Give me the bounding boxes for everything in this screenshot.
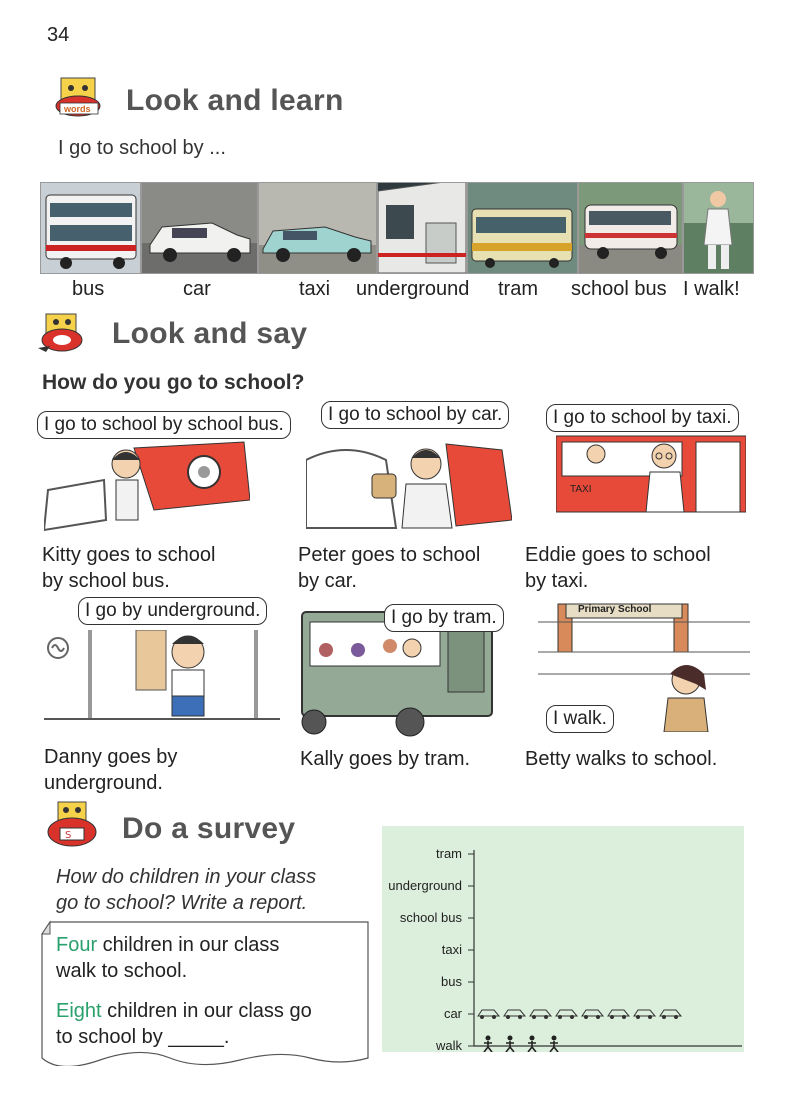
caption-car: car <box>183 278 211 300</box>
caption-underground: underground <box>356 278 470 300</box>
desc-car <box>298 542 480 594</box>
chart-mark-car <box>660 1010 681 1019</box>
look-and-say-question: How do you go to school? <box>42 371 305 394</box>
chart-mark-walk <box>528 1036 536 1053</box>
scene-taxi <box>556 432 746 524</box>
desc-tram: Kally goes by tram. <box>300 748 471 770</box>
report-line2: walk to school. <box>56 960 188 982</box>
chart-label-underground: underground <box>388 878 462 893</box>
page-number: 34 <box>47 24 70 46</box>
report-count-walk: Four <box>56 934 98 956</box>
desc-taxi-line1: Eddie goes to school <box>525 544 711 566</box>
chart-mark-walk <box>484 1036 492 1053</box>
desc-school-bus-line2: by school bus. <box>42 570 170 592</box>
report-text <box>56 932 312 1050</box>
bubble-walk: I walk. <box>546 705 614 733</box>
desc-underground <box>44 744 177 796</box>
photo-school-bus <box>578 182 683 274</box>
chart-label-taxi: taxi <box>441 942 462 957</box>
scene-school-bus <box>44 440 250 532</box>
report-note <box>40 920 370 1066</box>
photo-underground <box>377 182 467 274</box>
chart-mark-car <box>504 1010 525 1019</box>
taxi-sign: TAXI <box>570 484 592 495</box>
chart-label-walk: walk <box>435 1038 462 1053</box>
words-badge-icon <box>54 76 104 120</box>
desc-car-line1: Peter goes to school <box>298 544 481 566</box>
bubble-taxi: I go to school by taxi. <box>546 404 739 432</box>
chart-mark-car <box>582 1010 603 1019</box>
survey-title: Do a survey <box>122 812 296 845</box>
chart-mark-car <box>608 1010 629 1019</box>
chart-mark-walk <box>550 1036 558 1053</box>
scene-car <box>306 440 512 532</box>
chart-mark-car <box>530 1010 551 1019</box>
caption-walk: I walk! <box>683 278 740 300</box>
svg-text:S: S <box>65 830 72 841</box>
look-and-learn-title: Look and learn <box>126 84 344 117</box>
chart-label-tram: tram <box>436 846 462 861</box>
caption-bus: bus <box>72 278 105 300</box>
desc-walk: Betty walks to school. <box>525 748 718 770</box>
caption-school-bus: school bus <box>571 278 667 300</box>
survey-prompt-line1: How do children in your class <box>56 866 317 888</box>
desc-taxi <box>525 542 711 594</box>
desc-underground-line1: Danny goes by <box>44 746 178 768</box>
photo-bus <box>40 182 141 274</box>
survey-prompt <box>56 864 316 916</box>
chart-mark-car <box>634 1010 655 1019</box>
bubble-tram: I go by tram. <box>384 604 504 632</box>
chart-label-bus: bus <box>441 974 462 989</box>
words-badge-label: words <box>64 104 91 114</box>
desc-car-line2: by car. <box>298 570 357 592</box>
survey-prompt-line2: go to school? Write a report. <box>56 892 308 914</box>
scene-underground <box>44 630 280 742</box>
desc-taxi-line2: by taxi. <box>525 570 589 592</box>
chart-mark-car <box>478 1010 499 1019</box>
caption-tram: tram <box>498 278 538 300</box>
bubble-car: I go to school by car. <box>321 401 509 429</box>
report-line1-rest: children in our class <box>97 934 280 956</box>
report-count-car: Eight <box>56 1000 102 1022</box>
desc-school-bus <box>42 542 215 594</box>
look-and-say-icon <box>36 310 92 354</box>
photo-walk <box>683 182 754 274</box>
chart-label-car: car <box>443 1006 462 1021</box>
report-line4: to school by _____. <box>56 1026 230 1048</box>
chart-mark-walk <box>506 1036 514 1053</box>
photo-car <box>141 182 258 274</box>
photo-taxi <box>258 182 377 274</box>
bubble-underground: I go by underground. <box>78 597 267 625</box>
report-line3-rest: children in our class go <box>101 1000 312 1022</box>
desc-school-bus-line1: Kitty goes to school <box>42 544 216 566</box>
look-and-learn-subtitle: I go to school by ... <box>58 137 226 159</box>
survey-chart <box>382 826 744 1052</box>
look-and-say-title: Look and say <box>112 317 308 350</box>
survey-icon <box>44 800 102 850</box>
chart-mark-car <box>556 1010 577 1019</box>
chart-label-school-bus: school bus <box>399 910 462 925</box>
photo-tram <box>467 182 578 274</box>
caption-taxi: taxi <box>299 278 331 300</box>
primary-school-sign: Primary School <box>578 604 652 615</box>
desc-underground-line2: underground. <box>44 772 163 794</box>
bubble-school-bus: I go to school by school bus. <box>37 411 291 439</box>
